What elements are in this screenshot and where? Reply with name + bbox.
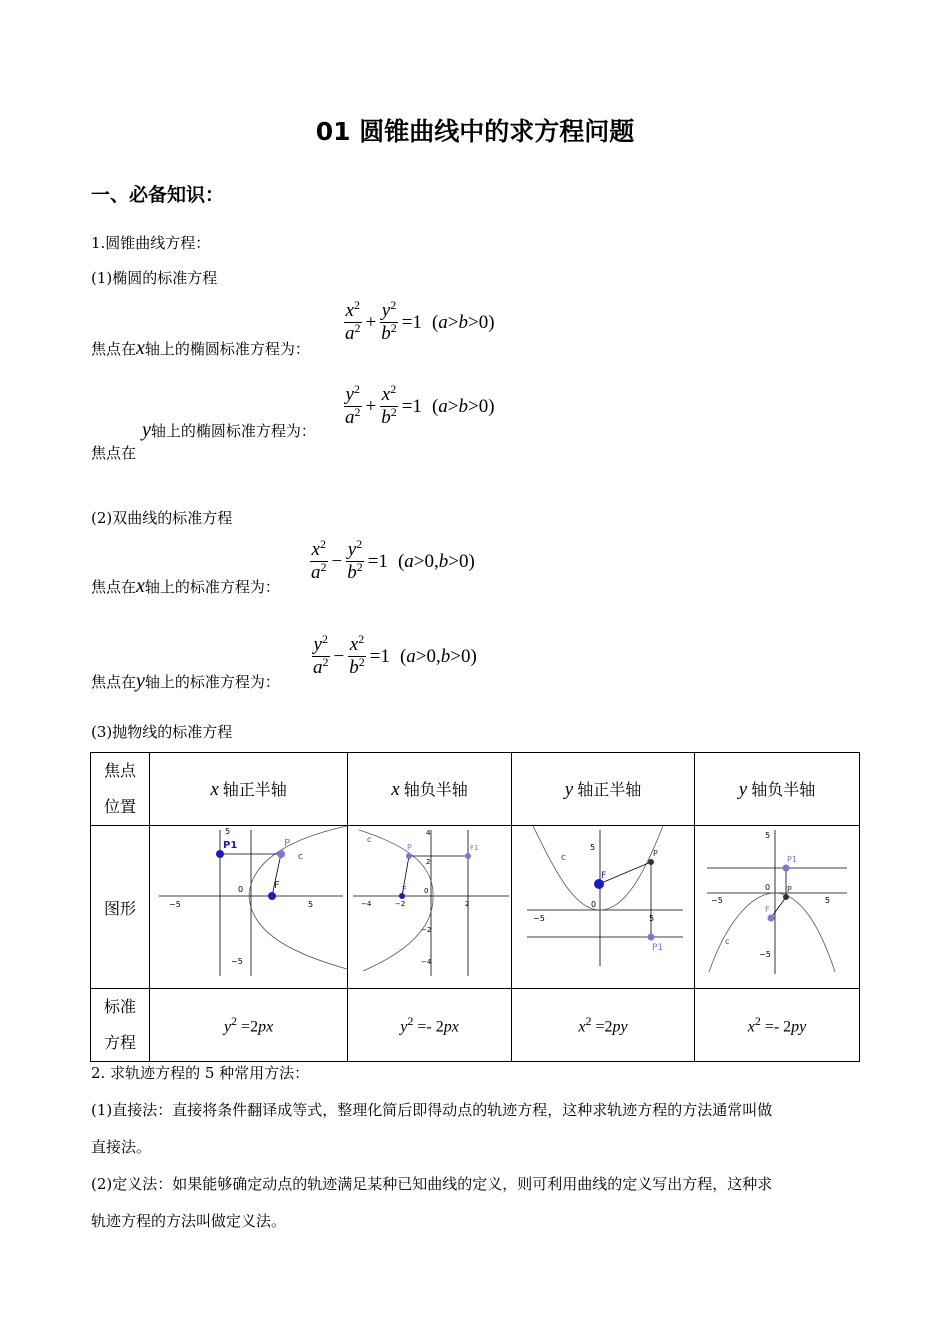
- g2-tick: 2: [425, 858, 430, 866]
- item2-heading: 2. 求轨迹方程的 5 种常用方法：: [91, 1064, 310, 1082]
- g3-tick: 5: [589, 843, 595, 852]
- g2-point-label: F: [401, 885, 407, 894]
- table-cell: [348, 753, 512, 826]
- table-cell: $y^2 =- 2px$: [348, 989, 512, 1062]
- g1-tick: 5: [307, 900, 313, 909]
- g2-point-label: F1: [469, 844, 479, 852]
- g2-tick: 2: [464, 900, 469, 908]
- g2-tick: 0: [423, 887, 428, 895]
- ellipse-x-suffix: 轴上的椭圆标准方程为：: [144, 340, 310, 358]
- eq1-var: px: [258, 1018, 274, 1036]
- eq2-lhs: y: [400, 1018, 408, 1036]
- ellipse-x-label: [91, 337, 310, 360]
- ellipse-x-equation: $\frac{x^2}{a^2}$ + $\frac{y^2}{b^2}$ =1 (a>b>0): [345, 298, 495, 344]
- table-cell: [91, 826, 150, 989]
- g4-point-label: P: [787, 885, 793, 894]
- g1-tick: −5: [168, 900, 181, 909]
- hyperbola-x-suffix: 轴上的标准方程为：: [144, 578, 280, 596]
- col2-header: 轴负半轴: [403, 780, 468, 799]
- hyperbola-heading: (2)双曲线的标准方程: [91, 509, 233, 527]
- ellipse-y-equation: $\frac{y^2}{a^2}$ + $\frac{x^2}{b^2}$ =1 (a>b>0): [345, 382, 495, 428]
- hyperbola-x-label: [91, 575, 280, 598]
- col4-var: y: [738, 779, 748, 800]
- eq1-rhs: =2: [241, 1018, 259, 1036]
- g2-tick: −2: [394, 900, 405, 908]
- col4-header: 轴负半轴: [751, 780, 816, 799]
- method2-line1: (2)定义法：如果能够确定动点的轨迹满足某种已知曲线的定义，则可利用曲线的定义写出方程，这种求: [91, 1175, 773, 1193]
- table-cell: [694, 826, 859, 989]
- hyperbola-y-suffix: 轴上的标准方程为：: [144, 673, 280, 691]
- col1-var: x: [210, 779, 219, 800]
- g1-point-label: F: [273, 880, 280, 891]
- g3-tick: 5: [648, 914, 654, 923]
- eq2-rhs: =- 2: [417, 1018, 444, 1036]
- table-cell: [512, 826, 695, 989]
- method1-line2: 直接法。: [91, 1138, 152, 1156]
- ellipse-y-label: [142, 419, 316, 442]
- parabola-table: [90, 752, 860, 1062]
- g1-tick: −5: [230, 957, 243, 966]
- table-cell: [150, 753, 348, 826]
- table-cell: [91, 753, 150, 826]
- table-cell: [348, 826, 512, 989]
- table-cell: $y^2 =2px$: [150, 989, 348, 1062]
- col3-header: 轴正半轴: [577, 780, 642, 799]
- table-cell: [694, 753, 859, 826]
- method2-line2: 轨迹方程的方法叫做定义法。: [91, 1212, 287, 1230]
- g2-point-label: P: [406, 843, 412, 852]
- ellipse-y-suffix: 轴上的椭圆标准方程为：: [150, 422, 316, 440]
- col3-var: y: [564, 779, 574, 800]
- g4-tick: −5: [759, 950, 772, 959]
- ellipse-x-prefix: 焦点在: [91, 340, 137, 358]
- g4-tick: 5: [765, 831, 771, 840]
- g2-tick: −4: [420, 958, 431, 966]
- table-cell: [150, 826, 348, 989]
- graph-y-positive: [513, 826, 694, 984]
- g3-tick: −5: [532, 914, 545, 923]
- section-heading: 一、必备知识：: [91, 184, 225, 206]
- eq1-lhs: y: [223, 1018, 232, 1036]
- g4-tick: 5: [825, 896, 831, 905]
- graph-x-positive: [151, 826, 347, 984]
- table-cell: $x^2 =- 2py$: [694, 989, 859, 1062]
- g2-tick: −4: [360, 900, 371, 908]
- eq4-var: py: [791, 1018, 807, 1036]
- g4-point-label: F: [765, 905, 771, 914]
- g4-point-label: c: [725, 937, 730, 946]
- eq4-lhs: x: [747, 1018, 755, 1036]
- col1-header: 轴正半轴: [222, 780, 287, 799]
- hyperbola-y-label: [91, 670, 280, 693]
- g1-tick: 5: [224, 827, 230, 836]
- g2-point-label: c: [366, 835, 371, 844]
- g3-point-label: P1: [651, 943, 663, 953]
- table-row: [91, 989, 860, 1062]
- g4-tick: −5: [711, 896, 724, 905]
- g1-point-label: c: [297, 852, 303, 862]
- graph-x-negative: [349, 826, 511, 984]
- table-row: [91, 753, 860, 826]
- ellipse-x-var: x: [136, 337, 145, 359]
- graph-y-negative: [695, 826, 858, 984]
- g4-point-label: P1: [787, 855, 798, 864]
- g2-tick: −2: [420, 926, 431, 934]
- table-cell: [512, 753, 695, 826]
- parabola-heading: (3)抛物线的标准方程: [91, 723, 233, 741]
- eq2-var: px: [443, 1018, 459, 1036]
- hyperbola-y-var: y: [136, 670, 145, 692]
- g3-point-label: F: [600, 871, 606, 881]
- col2-var: x: [391, 779, 400, 800]
- table-cell: [91, 989, 150, 1062]
- g1-point-label: P1: [222, 840, 237, 851]
- eq3-var: py: [612, 1018, 628, 1036]
- g1-tick: 0: [237, 885, 243, 894]
- ellipse-heading: (1)椭圆的标准方程: [91, 269, 218, 287]
- g3-tick: 0: [590, 900, 596, 909]
- row2-label: 图形: [104, 898, 137, 918]
- g4-tick: 0: [765, 883, 771, 892]
- g3-point-label: P: [652, 849, 658, 858]
- page-title: 01 圆锥曲线中的求方程问题: [315, 117, 635, 146]
- hyperbola-x-var: x: [136, 575, 145, 597]
- hyperbola-y-prefix: 焦点在: [91, 673, 137, 691]
- row1-label-a: 焦点: [104, 761, 137, 780]
- eq4-rhs: =- 2: [764, 1018, 792, 1036]
- row1-label-b: 位置: [104, 797, 137, 816]
- row3-label-b: 方程: [104, 1033, 137, 1052]
- method1-line1: (1)直接法：直接将条件翻译成等式，整理化简后即得动点的轨迹方程，这种求轨迹方程的方法通常叫做: [91, 1101, 773, 1119]
- hyperbola-y-equation: $\frac{y^2}{a^2}$ − $\frac{x^2}{b^2}$ =1 (a>0,b>0): [313, 632, 477, 678]
- g1-point-label: P: [283, 838, 290, 849]
- ellipse-y-prefix: 焦点在: [91, 444, 137, 462]
- item1-heading: 1.圆锥曲线方程：: [91, 234, 211, 252]
- g3-point-label: c: [560, 853, 566, 863]
- table-row: [91, 826, 860, 989]
- eq3-lhs: x: [578, 1018, 586, 1036]
- eq3-rhs: =2: [595, 1018, 613, 1036]
- table-cell: $x^2 =2py$: [512, 989, 695, 1062]
- ellipse-y-var: y: [142, 419, 151, 441]
- hyperbola-x-prefix: 焦点在: [91, 578, 137, 596]
- g2-tick: 4: [425, 829, 430, 837]
- hyperbola-x-equation: $\frac{x^2}{a^2}$ − $\frac{y^2}{b^2}$ =1 (a>0,b>0): [311, 537, 475, 583]
- row3-label-a: 标准: [104, 997, 137, 1016]
